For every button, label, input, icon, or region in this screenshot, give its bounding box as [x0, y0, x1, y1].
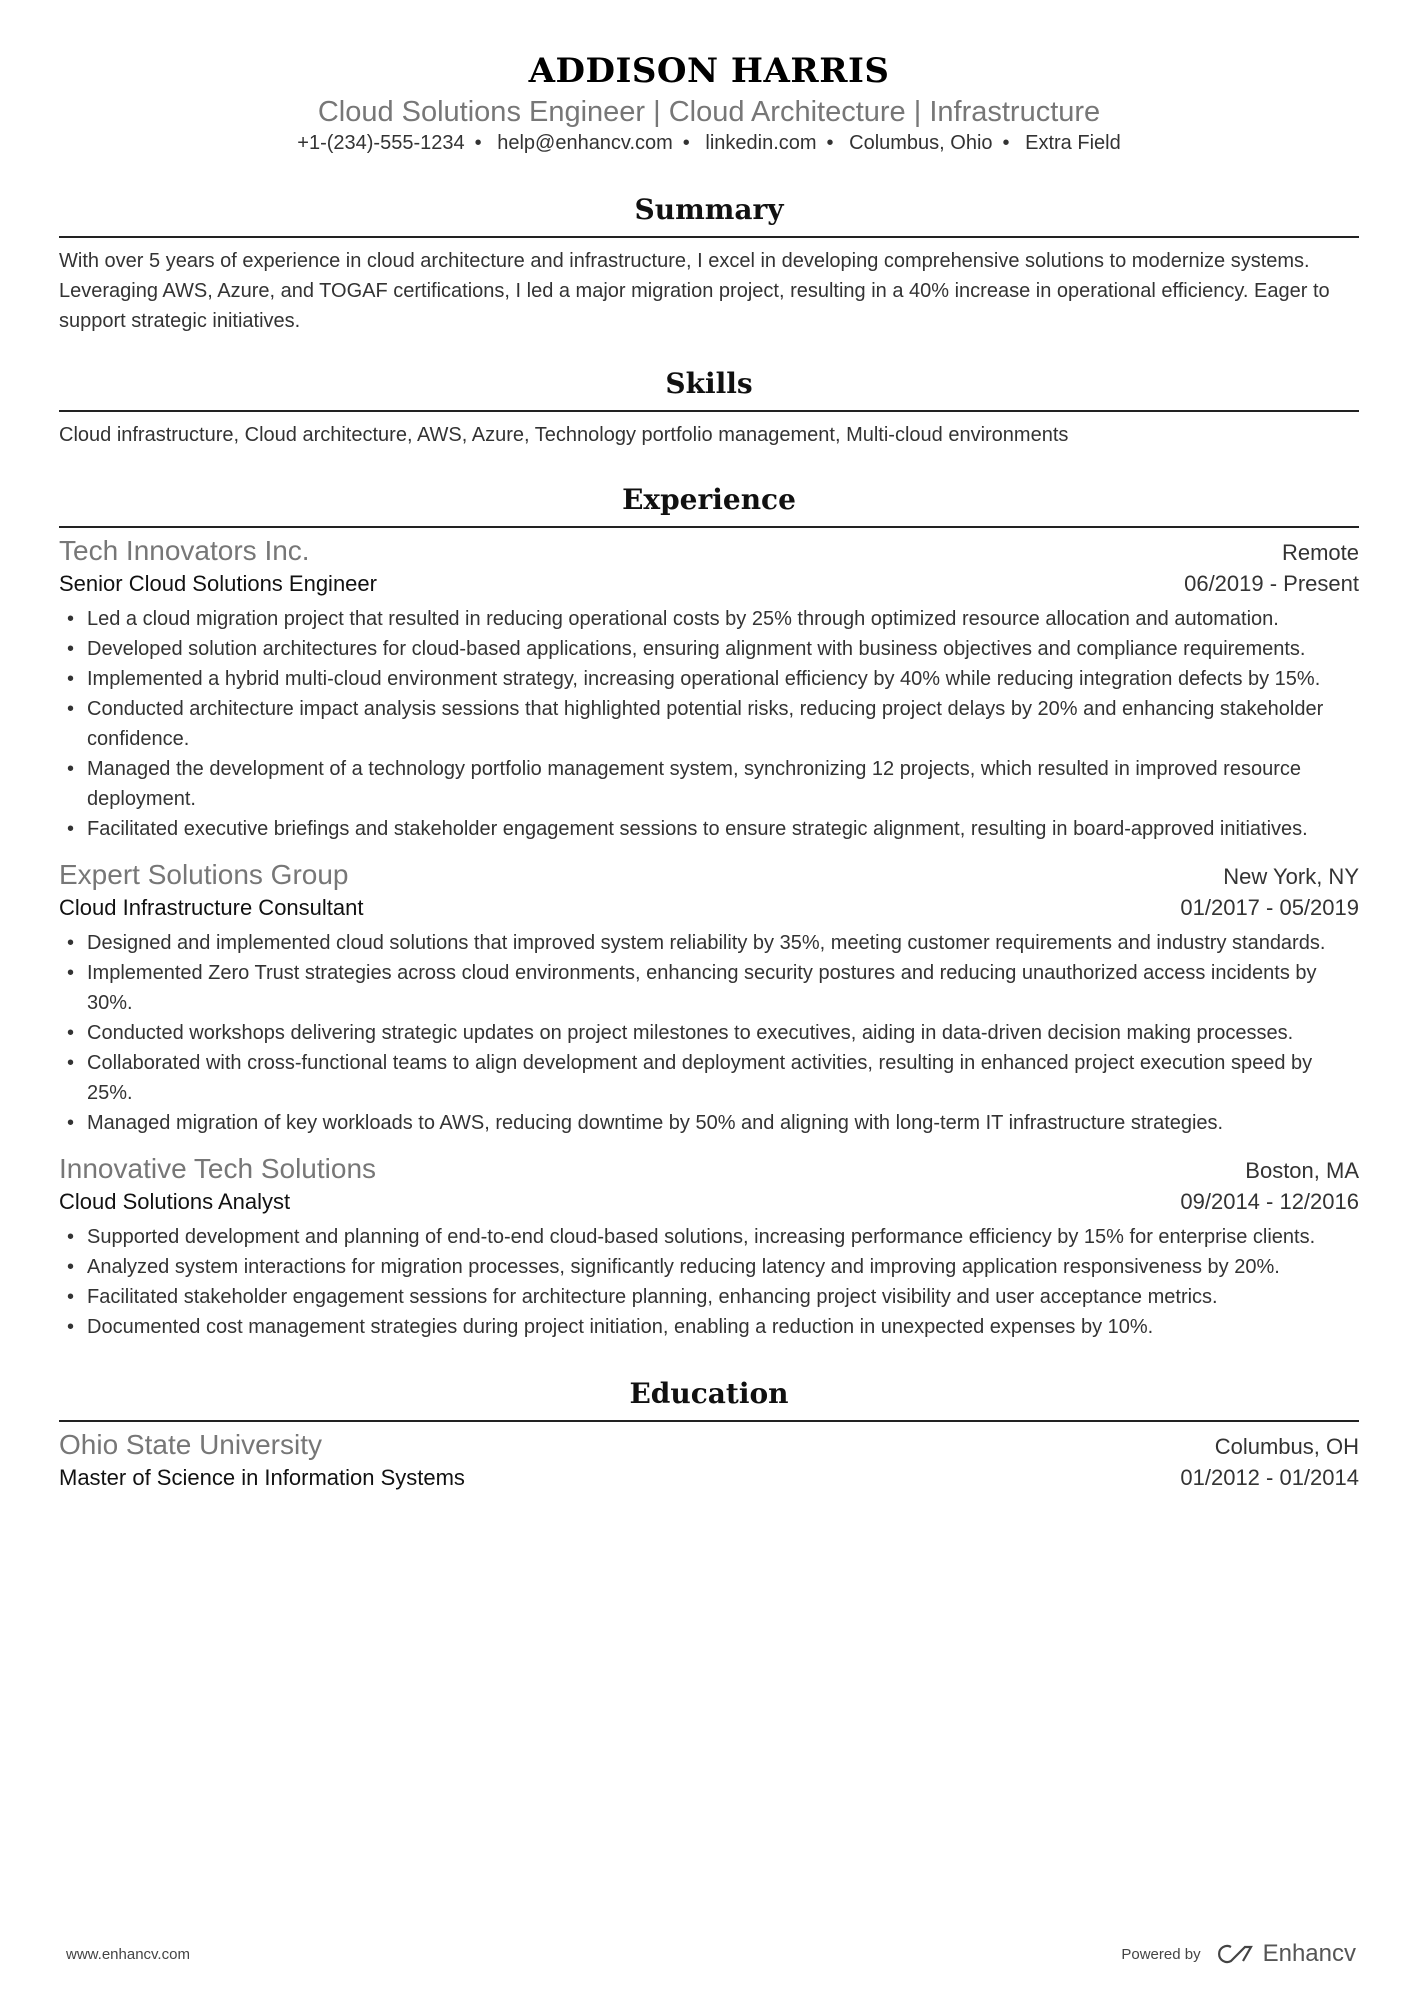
job-role: Cloud Solutions Analyst — [59, 1189, 291, 1214]
job-role: Cloud Infrastructure Consultant — [59, 895, 364, 920]
education-dates: 01/2012 - 01/2014 — [1180, 1465, 1359, 1490]
email[interactable]: help@enhancv.com — [497, 132, 673, 154]
enhancv-logo — [1215, 1940, 1356, 1968]
bullet-item: • Designed and implemented cloud solutions that improved system reliability by 35%, meeting customer requirements and industry standards. — [59, 928, 1359, 958]
phone: +1-(234)-555-1234 — [297, 132, 465, 154]
bullet-item: • Analyzed system interactions for migration processes, significantly reducing latency and improving application responsiveness by 20%. — [59, 1252, 1359, 1282]
bullet-item: • Managed the development of a technology portfolio management system, synchronizing 12 projects, which resulted in improved resource deployment. — [59, 754, 1359, 814]
job-location: Remote — [1281, 540, 1359, 565]
bullet-item: • Conducted workshops delivering strategic updates on project milestones to executives, aiding in data-driven decision making processes. — [59, 1018, 1359, 1048]
company-name: Expert Solutions Group — [59, 859, 349, 890]
job-entry — [59, 1152, 1359, 1342]
bullet-item: • Implemented a hybrid multi-cloud environment strategy, increasing operational efficiency by 40% while reducing integration defects by 15%. — [59, 664, 1359, 694]
degree: Master of Science in Information Systems — [59, 1465, 465, 1490]
contact-line: +1-(234)-555-1234 • help@enhancv.com • linkedin.com • Columbus, Ohio • Extra Field — [297, 132, 1121, 154]
linkedin[interactable]: linkedin.com — [705, 132, 817, 154]
summary-heading: Summary — [59, 192, 1359, 238]
bullet-item: • Conducted architecture impact analysis sessions that highlighted potential risks, reducing project delays by 20% and enhancing stakeholder confidence. — [59, 694, 1359, 754]
candidate-title: Cloud Solutions Engineer | Cloud Architecture | Infrastructure — [317, 96, 1101, 128]
bullet-item: • Facilitated stakeholder engagement sessions for architecture planning, enhancing project visibility and user acceptance metrics. — [59, 1282, 1359, 1312]
job-dates: 01/2017 - 05/2019 — [1180, 895, 1359, 920]
skills-text: Cloud infrastructure, Cloud architecture, AWS, Azure, Technology portfolio management, Multi-cloud environments — [59, 424, 1069, 446]
enhancv-brand: Enhancv — [1262, 1940, 1356, 1967]
location: Columbus, Ohio — [849, 132, 993, 154]
skills-heading: Skills — [59, 366, 1359, 412]
resume-page — [59, 0, 1359, 1494]
job-bullets — [59, 1222, 1359, 1342]
experience-list — [59, 534, 1359, 1342]
job-dates: 09/2014 - 12/2016 — [1180, 1189, 1359, 1214]
experience-heading: Experience — [59, 482, 1359, 528]
bullet-item: • Collaborated with cross-functional teams to align development and deployment activities, resulting in enhanced project execution speed by 25%. — [59, 1048, 1359, 1108]
job-entry — [59, 858, 1359, 1138]
footer-website[interactable]: www.enhancv.com — [66, 1945, 190, 1963]
job-location: New York, NY — [1223, 864, 1359, 889]
summary-text: With over 5 years of experience in cloud architecture and infrastructure, I excel in developing comprehensive solutions to modernize systems. Leveraging AWS, Azure, and TOGAF certifications, I led a major migration project, resulting in a 40% increase in operational efficiency. Eager to support strategic initiatives. — [59, 250, 1330, 332]
job-bullets — [59, 604, 1359, 844]
job-entry — [59, 534, 1359, 844]
powered-by: Powered by — [1121, 1945, 1201, 1963]
company-name: Innovative Tech Solutions — [59, 1153, 377, 1184]
bullet-item: • Documented cost management strategies during project initiation, enabling a reduction in unexpected expenses by 10%. — [59, 1312, 1359, 1342]
bullet-item: • Implemented Zero Trust strategies across cloud environments, enhancing security postures and reducing unauthorized access incidents by 30%. — [59, 958, 1359, 1018]
company-name: Tech Innovators Inc. — [59, 535, 310, 566]
bullet-item: • Developed solution architectures for cloud-based applications, ensuring alignment with business objectives and compliance requirements. — [59, 634, 1359, 664]
education-entry — [59, 1428, 1359, 1494]
enhancv-logo-icon — [1215, 1943, 1255, 1965]
job-role: Senior Cloud Solutions Engineer — [59, 571, 377, 596]
education-heading: Education — [59, 1376, 1359, 1422]
job-bullets — [59, 928, 1359, 1138]
school-name: Ohio State University — [59, 1429, 322, 1460]
job-dates: 06/2019 - Present — [1184, 571, 1359, 596]
bullet-item: • Managed migration of key workloads to AWS, reducing downtime by 50% and aligning with long-term IT infrastructure strategies. — [59, 1108, 1359, 1138]
bullet-item: • Supported development and planning of end-to-end cloud-based solutions, increasing performance efficiency by 15% for enterprise clients. — [59, 1222, 1359, 1252]
footer — [66, 1940, 1356, 1968]
bullet-item: • Facilitated executive briefings and stakeholder engagement sessions to ensure strategic alignment, resulting in board-approved initiatives. — [59, 814, 1359, 844]
bullet-item: • Led a cloud migration project that resulted in reducing operational costs by 25% through optimized resource allocation and automation. — [59, 604, 1359, 634]
candidate-name: ADDISON HARRIS — [528, 51, 890, 91]
school-location: Columbus, OH — [1214, 1434, 1359, 1459]
job-location: Boston, MA — [1245, 1158, 1359, 1183]
extra-field: Extra Field — [1025, 132, 1121, 154]
